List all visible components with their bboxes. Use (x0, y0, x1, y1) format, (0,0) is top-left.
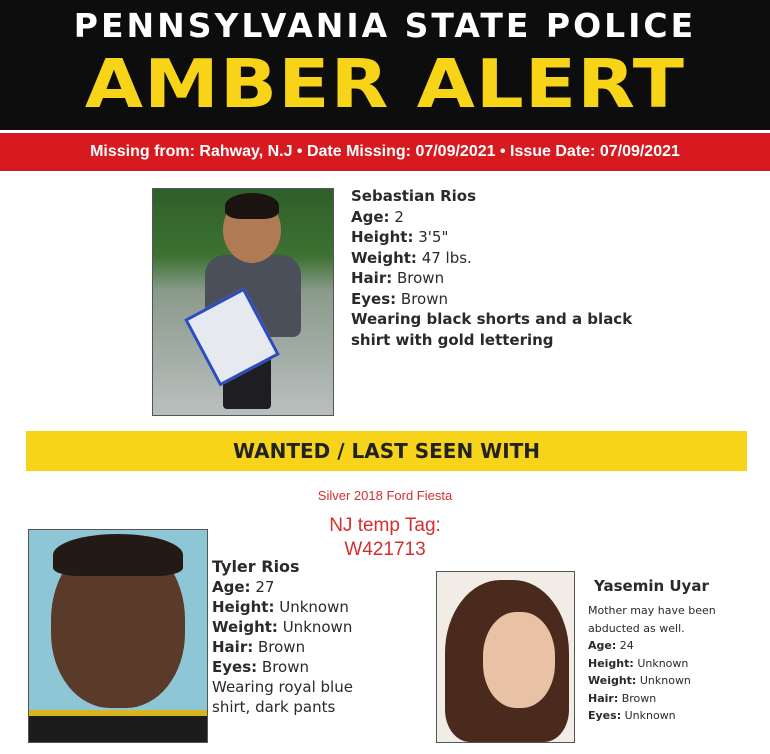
child-weight: 47 lbs. (421, 248, 472, 267)
suspect-age: 27 (255, 578, 275, 596)
suspect-age-label: Age: (212, 578, 251, 596)
suspect-weight-label: Weight: (212, 618, 278, 636)
mother-height-label: Height: (588, 656, 634, 670)
suspect-height: Unknown (279, 598, 349, 616)
suspect-weight: Unknown (282, 618, 353, 636)
mother-info (588, 602, 716, 725)
mother-name: Yasemin Uyar (594, 577, 709, 595)
suspect-info (212, 557, 353, 717)
child-age: 2 (394, 207, 404, 226)
child-clothing-line1: Wearing black shorts and a black (351, 310, 633, 328)
child-eyes-label: Eyes: (351, 289, 397, 308)
child-eyes: Brown (400, 289, 448, 308)
mother-height: Unknown (637, 656, 689, 670)
suspect-eyes: Brown (261, 658, 309, 676)
mother-hair: Brown (621, 691, 657, 705)
wanted-banner-text: WANTED / LAST SEEN WITH (232, 439, 541, 463)
suspect-name: Tyler Rios (212, 557, 300, 576)
child-name: Sebastian Rios (351, 187, 477, 205)
vehicle-description: Silver 2018 Ford Fiesta (317, 488, 453, 503)
suspect-height-label: Height: (212, 598, 275, 616)
child-height-label: Height: (351, 228, 414, 246)
mother-age-label: Age: (588, 639, 617, 652)
mother-eyes: Unknown (624, 709, 676, 722)
child-age-label: Age: (351, 207, 390, 226)
child-photo (152, 188, 334, 416)
suspect-clothing-line1: Wearing royal blue (212, 678, 353, 696)
suspect-hair-label: Hair: (212, 638, 254, 656)
suspect-clothing-line2: shirt, dark pants (212, 698, 336, 716)
mother-weight-label: Weight: (588, 674, 637, 687)
tag-number: W421713 (344, 539, 426, 560)
child-height: 3'5" (418, 228, 449, 246)
child-clothing-line2: shirt with gold lettering (351, 330, 554, 349)
mother-weight: Unknown (639, 674, 691, 687)
suspect-photo (28, 529, 208, 743)
suspect-hair: Brown (258, 638, 306, 656)
mother-age: 24 (619, 639, 634, 652)
tag-label: NJ temp Tag: (329, 515, 441, 536)
child-hair: Brown (397, 269, 445, 287)
child-hair-label: Hair: (351, 269, 393, 287)
child-info (351, 186, 632, 350)
mother-note-line2: abducted as well. (588, 621, 685, 635)
mother-hair-label: Hair: (588, 691, 619, 705)
mother-eyes-label: Eyes: (588, 709, 622, 722)
child-weight-label: Weight: (351, 248, 417, 267)
mother-photo (436, 571, 575, 743)
mother-note-line1: Mother may have been (588, 604, 716, 617)
alert-title: AMBER ALERT (84, 45, 686, 123)
organization-title: PENNSYLVANIA STATE POLICE (73, 6, 697, 45)
suspect-eyes-label: Eyes: (212, 658, 258, 676)
summary-text: Missing from: Rahway, N.J • Date Missing: 07/09/2021 • Issue Date: 07/09/2021 (90, 143, 680, 160)
